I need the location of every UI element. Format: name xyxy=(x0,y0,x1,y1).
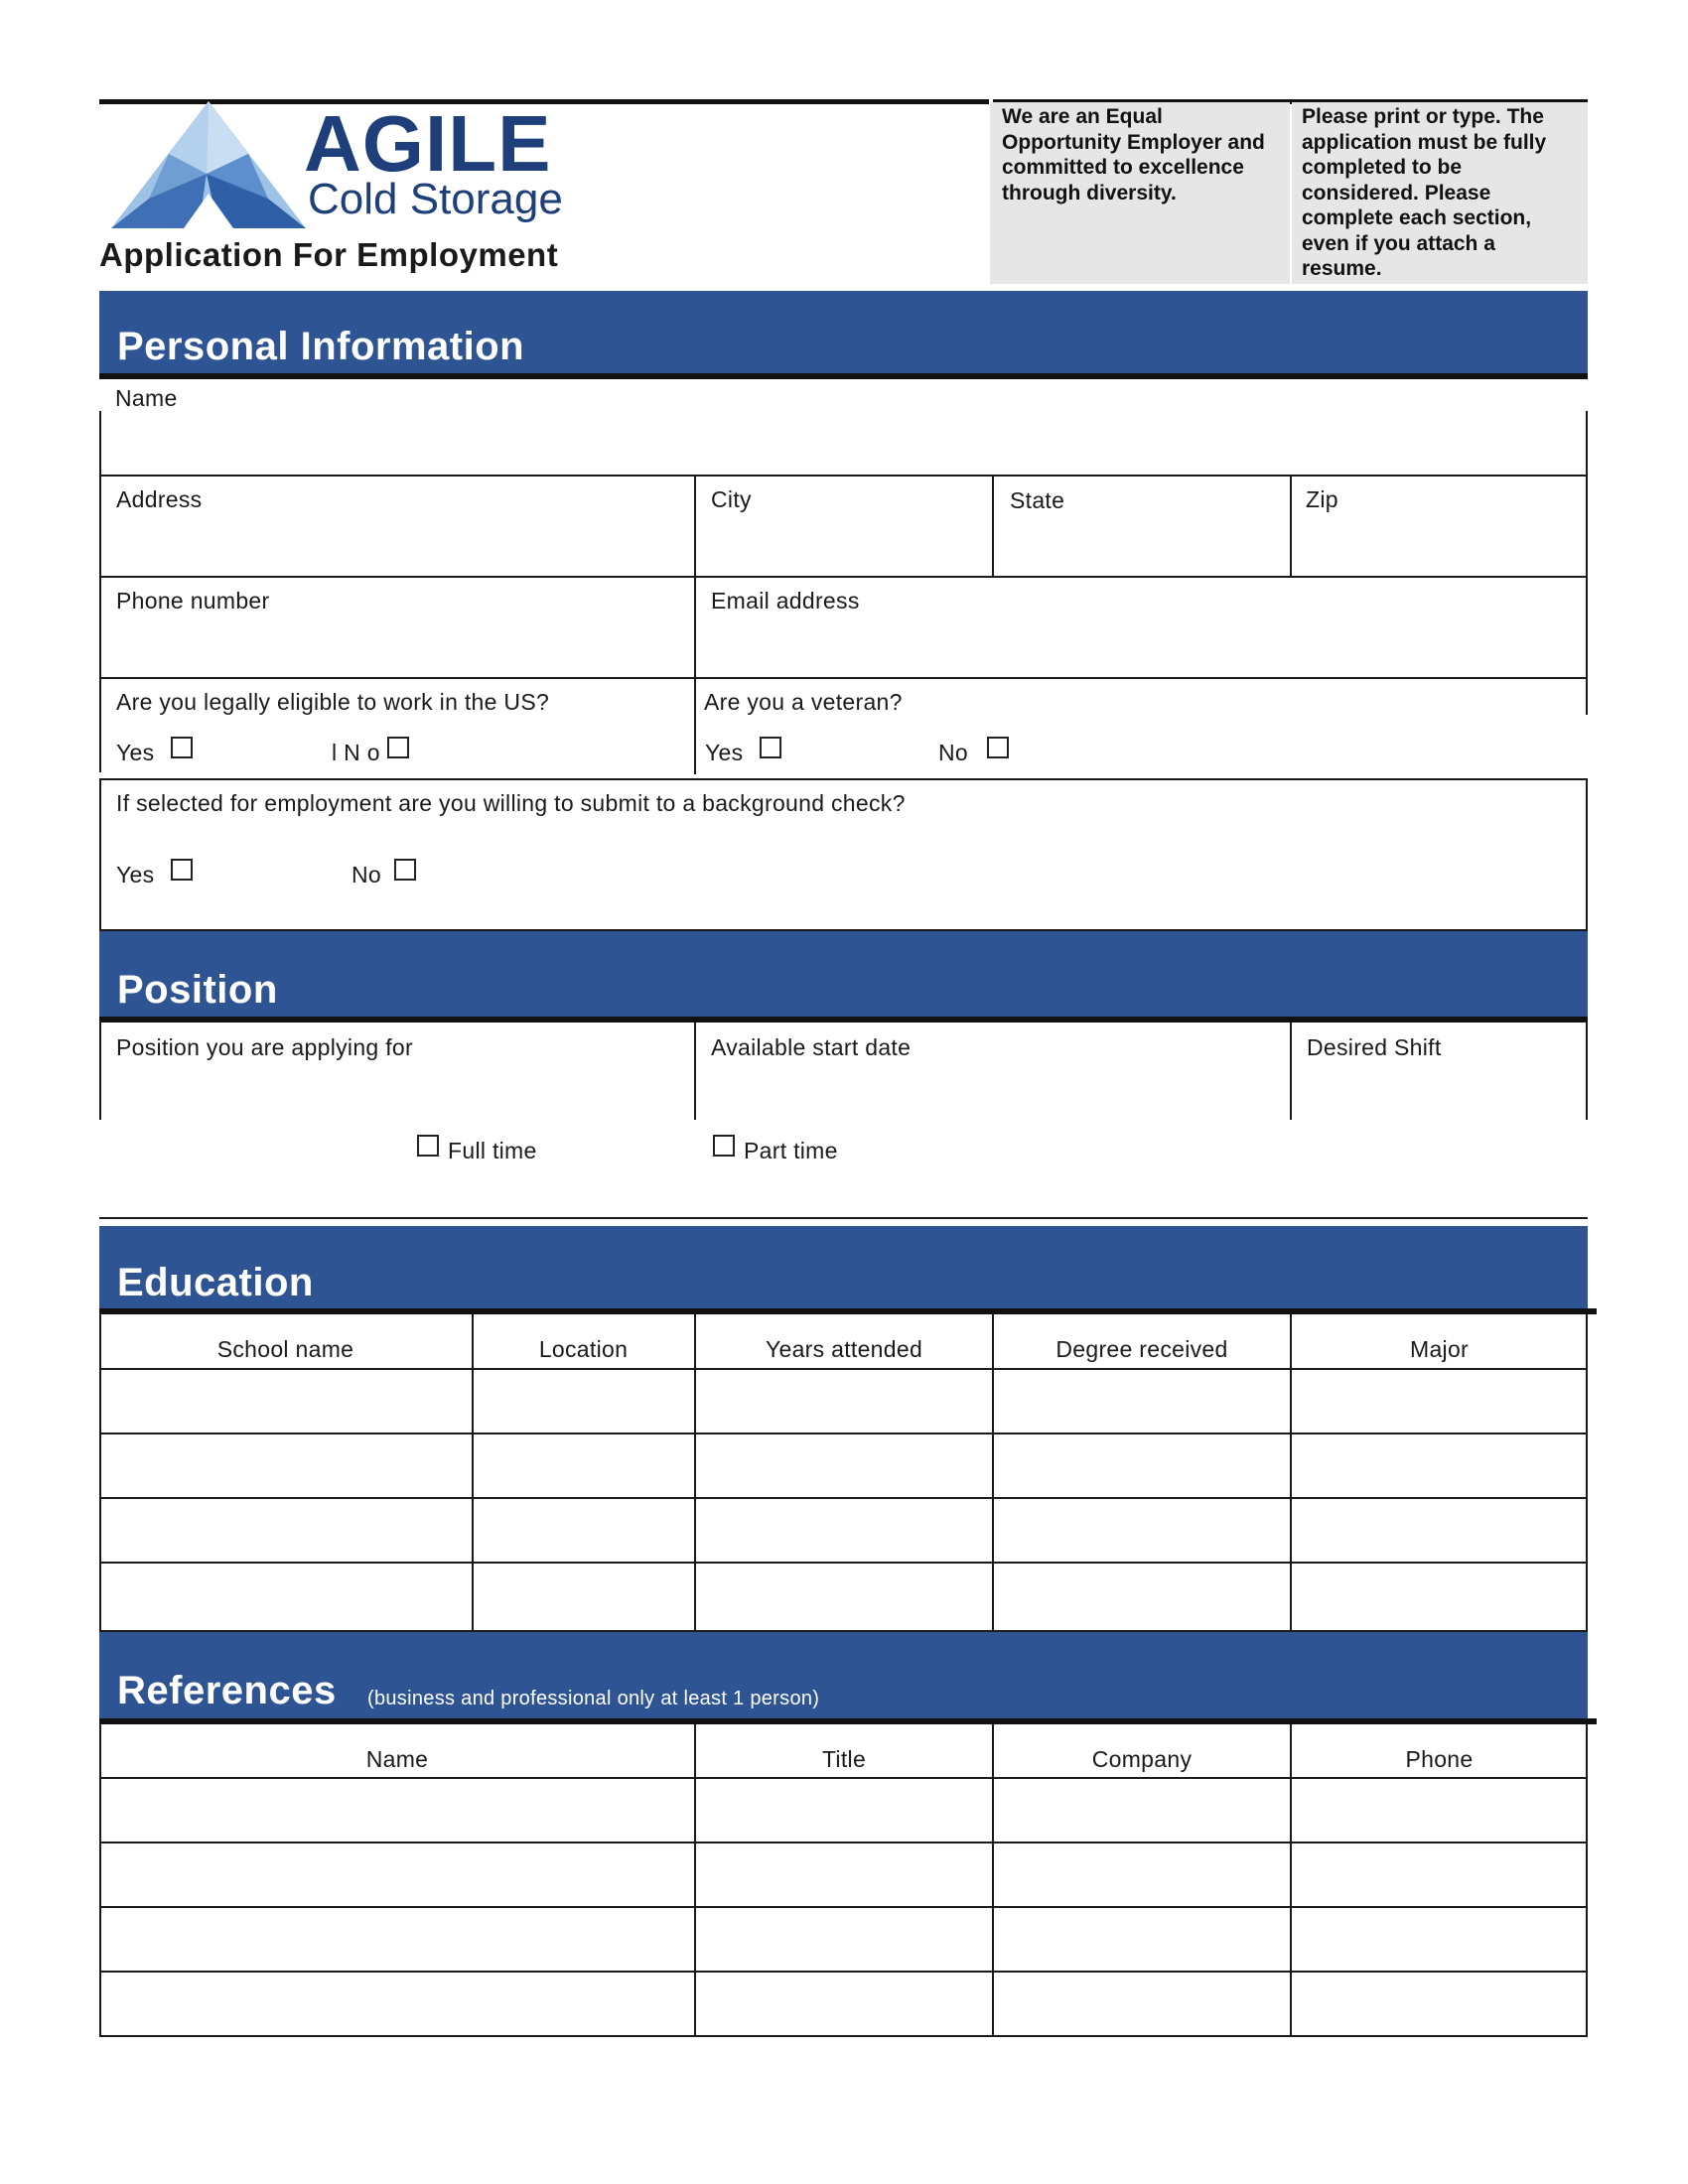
company-logo xyxy=(109,99,576,233)
divider xyxy=(99,778,1588,780)
divider xyxy=(99,1777,1588,1779)
brand-subtitle: Cold Storage xyxy=(308,175,563,223)
position-band xyxy=(99,931,1588,1021)
table-row[interactable] xyxy=(101,1974,1585,2034)
state-label: State xyxy=(1010,487,1065,513)
edu-col-degree: Degree received xyxy=(1055,1336,1228,1362)
divider xyxy=(1586,1314,1588,1632)
phone-field[interactable] xyxy=(101,617,691,673)
edu-col-location: Location xyxy=(538,1336,629,1362)
veteran-yes-label: Yes xyxy=(705,740,744,765)
eligible-question: Are you legally eligible to work in the US? xyxy=(116,689,550,715)
divider xyxy=(99,1497,1588,1499)
desired-shift-label: Desired Shift xyxy=(1307,1034,1442,1060)
table-row[interactable] xyxy=(101,1565,1585,1629)
zip-field[interactable] xyxy=(1293,516,1585,572)
form-title: Application For Employment xyxy=(99,236,559,273)
divider xyxy=(1290,1023,1292,1120)
divider xyxy=(99,677,1588,679)
divider xyxy=(99,1842,1588,1843)
table-row[interactable] xyxy=(101,1371,1585,1432)
divider xyxy=(694,1023,696,1120)
divider xyxy=(99,1971,1588,1973)
name-field[interactable] xyxy=(101,412,1585,474)
divider xyxy=(99,1433,1588,1434)
veteran-no-label: No xyxy=(938,740,969,765)
table-row[interactable] xyxy=(101,1780,1585,1841)
divider xyxy=(1586,1724,1588,2037)
eligible-no-label: l N o xyxy=(332,740,380,765)
eligible-no-checkbox[interactable] xyxy=(387,737,409,758)
divider xyxy=(99,576,1588,578)
edu-col-school: School name xyxy=(216,1336,354,1362)
address-field[interactable] xyxy=(101,516,691,572)
edu-col-years: Years attended xyxy=(765,1336,923,1362)
position-field[interactable] xyxy=(101,1064,691,1118)
background-question: If selected for employment are you willing to submit to a background check? xyxy=(116,790,906,816)
zip-label: Zip xyxy=(1306,486,1338,512)
city-label: City xyxy=(711,486,752,512)
phone-label: Phone number xyxy=(116,588,270,614)
background-yes-checkbox[interactable] xyxy=(171,859,193,881)
start-date-label: Available start date xyxy=(711,1034,912,1060)
part-time-checkbox[interactable] xyxy=(713,1135,735,1157)
divider xyxy=(99,1368,1588,1370)
education-title: Education xyxy=(117,1261,314,1304)
background-yes-label: Yes xyxy=(116,862,155,887)
divider xyxy=(99,1023,101,1120)
divider xyxy=(992,475,994,576)
position-band-rule xyxy=(99,1017,1588,1023)
divider xyxy=(99,475,1588,477)
background-no-label: No xyxy=(352,862,382,887)
part-time-label: Part time xyxy=(744,1138,838,1163)
instructions-note: Please print or type. The application must be fully completed to be considered. Please complete each section, even if you attach a resume. xyxy=(1292,102,1588,284)
eeo-note: We are an Equal Opportunity Employer and committed to excellence through diversity. xyxy=(990,102,1290,284)
start-date-field[interactable] xyxy=(697,1064,1287,1118)
name-label: Name xyxy=(115,385,178,411)
divider xyxy=(1586,778,1588,929)
education-band-rule xyxy=(99,1308,1597,1314)
address-label: Address xyxy=(116,486,203,512)
background-no-checkbox[interactable] xyxy=(394,859,416,881)
brand-name: AGILE xyxy=(304,99,552,188)
divider xyxy=(99,411,101,772)
divider xyxy=(1586,1023,1588,1120)
eligible-yes-label: Yes xyxy=(116,740,155,765)
ref-col-name: Name xyxy=(365,1746,429,1772)
veteran-no-checkbox[interactable] xyxy=(987,737,1009,758)
position-title: Position xyxy=(117,968,278,1012)
ref-col-title: Title xyxy=(821,1746,867,1772)
divider xyxy=(694,475,696,774)
full-time-checkbox[interactable] xyxy=(417,1135,439,1157)
divider xyxy=(99,778,101,929)
table-row[interactable] xyxy=(101,1844,1585,1905)
divider xyxy=(1290,475,1292,576)
section-rule xyxy=(99,1217,1588,1219)
personal-info-title: Personal Information xyxy=(117,325,525,368)
email-label: Email address xyxy=(711,588,860,614)
references-subtitle: (business and professional only at least 1 person) xyxy=(367,1688,820,1709)
desired-shift-field[interactable] xyxy=(1293,1064,1585,1118)
eligible-yes-checkbox[interactable] xyxy=(171,737,193,758)
position-applying-label: Position you are applying for xyxy=(116,1034,413,1060)
divider xyxy=(1586,411,1588,715)
divider xyxy=(99,1906,1588,1908)
table-row[interactable] xyxy=(101,1909,1585,1970)
state-field[interactable] xyxy=(995,516,1287,572)
full-time-label: Full time xyxy=(448,1138,537,1163)
ref-col-company: Company xyxy=(1091,1746,1193,1772)
ref-col-phone: Phone xyxy=(1405,1746,1474,1772)
divider xyxy=(99,1562,1588,1564)
education-band xyxy=(99,1226,1588,1310)
references-title: References xyxy=(117,1669,337,1712)
city-field[interactable] xyxy=(697,516,989,572)
table-row[interactable] xyxy=(101,1500,1585,1561)
edu-col-major: Major xyxy=(1409,1336,1469,1362)
personal-band-rule xyxy=(99,373,1588,379)
veteran-yes-checkbox[interactable] xyxy=(760,737,781,758)
email-field[interactable] xyxy=(697,617,1585,673)
divider xyxy=(99,2035,1588,2037)
table-row[interactable] xyxy=(101,1435,1585,1496)
veteran-question: Are you a veteran? xyxy=(704,689,903,715)
references-band-rule xyxy=(99,1718,1597,1724)
mountain-logo-icon xyxy=(109,99,308,233)
